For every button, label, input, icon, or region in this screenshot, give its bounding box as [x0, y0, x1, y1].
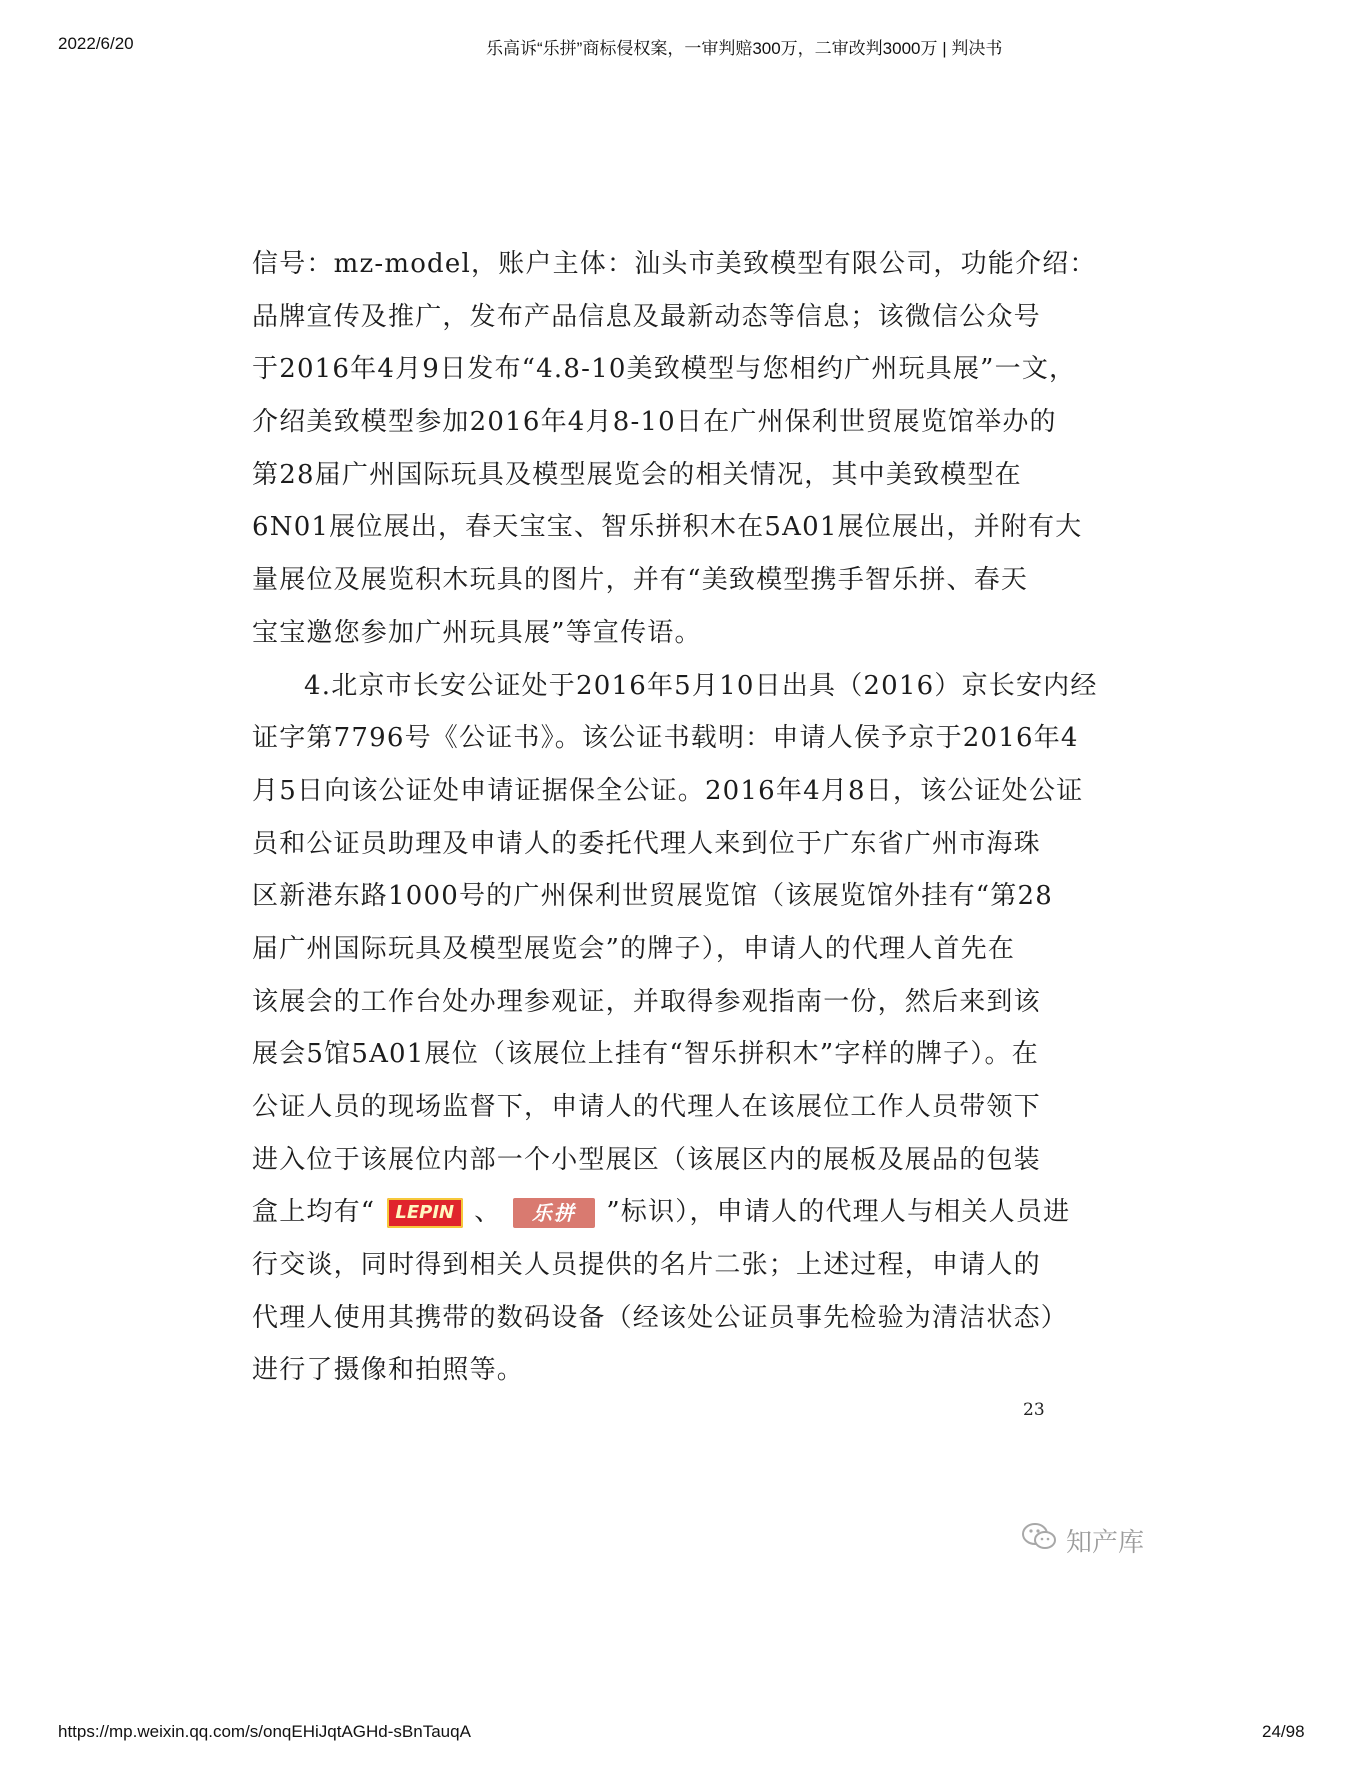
text-line: 月5日向该公证处申请证据保全公证。2016年4月8日，该公证处公证: [252, 775, 1084, 806]
footer-page-count: 24/98: [1262, 1722, 1305, 1741]
text-line: 品牌宣传及推广，发布产品信息及最新动态等信息；该微信公众号: [252, 301, 1041, 332]
wechat-icon: [1020, 1520, 1060, 1561]
text-line: 进入位于该展位内部一个小型展区（该展区内的展板及展品的包装: [252, 1144, 1041, 1175]
text-line: 该展会的工作台处办理参观证，并取得参观指南一份，然后来到该: [252, 986, 1041, 1017]
text-line: 介绍美致模型参加2016年4月8-10日在广州保利世贸展览馆举办的: [252, 407, 1057, 438]
text-line: 信号：mz-model，账户主体：汕头市美致模型有限公司，功能介绍：: [252, 249, 1097, 279]
header-date: 2022/6/20: [58, 34, 134, 53]
logo-line-before: 盒上均有“: [252, 1197, 376, 1228]
paragraph-start-line: 4.北京市长安公证处于2016年5月10日出具（2016）京长安内经: [304, 670, 1098, 701]
text-line: 届广州国际玩具及模型展览会”的牌子），申请人的代理人首先在: [252, 933, 1016, 964]
text-line: 6N01展位展出，春天宝宝、智乐拼积木在5A01展位展出，并附有大: [252, 512, 1083, 543]
document-body: [252, 238, 1098, 1397]
header-title: 乐高诉“乐拼”商标侵权案，一审判赔300万，二审改判3000万 | 判决书: [486, 39, 1003, 58]
footer-url[interactable]: https://mp.weixin.qq.com/s/onqEHiJqtAGHd-sBnTauqA: [58, 1722, 471, 1741]
logo-line-after: ”标识），申请人的代理人与相关人员进: [606, 1197, 1071, 1228]
text-line: 于2016年4月9日发布“4.8-10美致模型与您相约广州玩具展”一文，: [252, 354, 1077, 385]
text-line: 展会5馆5A01展位（该展位上挂有“智乐拼积木”字样的牌子）。在: [252, 1039, 1039, 1070]
text-line: 员和公证员助理及申请人的委托代理人来到位于广东省广州市海珠: [252, 828, 1041, 859]
text-line: 代理人使用其携带的数码设备（经该处公证员事先检验为清洁状态）: [252, 1302, 1069, 1333]
lepin-chinese-logo-mark: 乐拼: [513, 1198, 595, 1228]
text-line: 证字第7796号《公证书》。该公证书载明：申请人侯予京于2016年4: [252, 723, 1079, 754]
text-line: 量展位及展览积木玩具的图片，并有“美致模型携手智乐拼、春天: [252, 565, 1029, 596]
logo-separator: 、: [474, 1197, 502, 1228]
watermark-text: 知产库: [1066, 1528, 1145, 1558]
logo-text-line: [252, 1186, 1071, 1239]
page-number: 23: [1023, 1400, 1045, 1420]
lepin-logo-mark: LEPIN: [387, 1198, 463, 1228]
watermark: [1020, 1520, 1144, 1561]
text-line: 宝宝邀您参加广州玩具展”等宣传语。: [252, 617, 702, 648]
text-line: 区新港东路1000号的广州保利世贸展览馆（该展览馆外挂有“第28: [252, 881, 1053, 912]
text-line: 第28届广州国际玩具及模型展览会的相关情况，其中美致模型在: [252, 459, 1022, 490]
text-line: 公证人员的现场监督下，申请人的代理人在该展位工作人员带领下: [252, 1092, 1041, 1122]
text-line: 进行了摄像和拍照等。: [252, 1355, 525, 1386]
text-line: 行交谈，同时得到相关人员提供的名片二张；上述过程，申请人的: [252, 1250, 1041, 1281]
